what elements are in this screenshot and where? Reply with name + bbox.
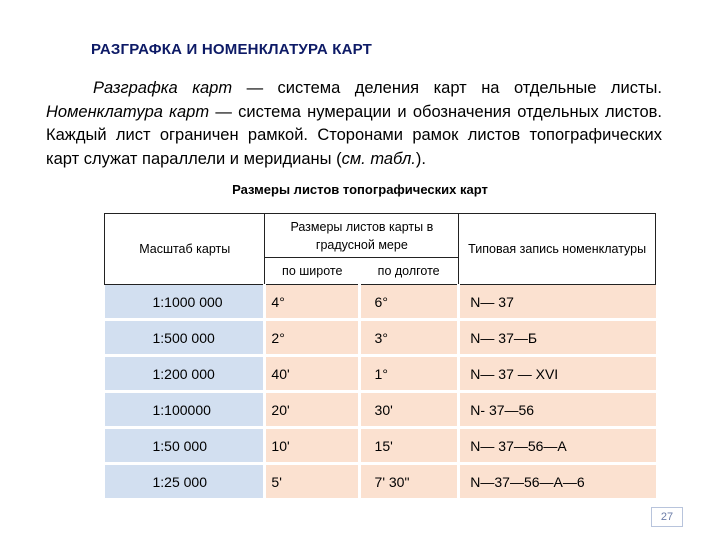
cell-scale: 1:200 000	[105, 356, 265, 392]
cell-latitude: 20'	[265, 392, 359, 428]
sheet-sizes-table	[104, 213, 656, 498]
table-row	[105, 464, 656, 499]
table-row	[105, 320, 656, 356]
cell-nomenclature: N— 37 — XVI	[459, 356, 656, 392]
cell-latitude: 10'	[265, 428, 359, 464]
cell-longitude: 6°	[359, 285, 459, 320]
cell-latitude: 2°	[265, 320, 359, 356]
table-reference: см. табл.	[341, 149, 416, 168]
term-nomenklatura: Номенклатура карт	[46, 102, 210, 121]
cell-latitude: 5'	[265, 464, 359, 499]
definition-razgrafka: — система деления карт на отдельные листы.	[232, 79, 662, 97]
paragraph-tail: ).	[415, 149, 426, 168]
page-title: РАЗГРАФКА И НОМЕНКЛАТУРА КАРТ	[91, 41, 373, 58]
table-row	[105, 392, 656, 428]
cell-longitude: 15'	[359, 428, 459, 464]
cell-longitude: 7' 30"	[359, 464, 459, 499]
page-number: 27	[651, 507, 683, 527]
cell-nomenclature: N—37—56—А—6	[459, 464, 656, 499]
cell-latitude: 40'	[265, 356, 359, 392]
header-latitude: по широте	[265, 258, 359, 285]
intro-paragraph	[46, 77, 662, 171]
cell-scale: 1:25 000	[105, 464, 265, 499]
header-nomenclature: Типовая запись номенклатуры	[459, 214, 656, 285]
cell-latitude: 4°	[265, 285, 359, 320]
cell-scale: 1:500 000	[105, 320, 265, 356]
term-razgrafka: Разграфка карт	[93, 79, 233, 97]
table-caption: Размеры листов топографических карт	[232, 182, 488, 197]
table-row	[105, 428, 656, 464]
header-scale: Масштаб карты	[105, 214, 265, 285]
cell-scale: 1:50 000	[105, 428, 265, 464]
table-row	[105, 356, 656, 392]
cell-scale: 1:100000	[105, 392, 265, 428]
cell-longitude: 30'	[359, 392, 459, 428]
cell-nomenclature: N— 37	[459, 285, 656, 320]
cell-scale: 1:1000 000	[105, 285, 265, 320]
cell-longitude: 3°	[359, 320, 459, 356]
header-sizes: Размеры листов карты в градусной мере	[265, 214, 459, 258]
header-longitude: по долготе	[359, 258, 459, 285]
cell-nomenclature: N— 37—56—А	[459, 428, 656, 464]
definition-nomenklatura: — система нумерации и обозначения отдельных листов. Каждый лист ограничен рамкой. Сторонами рамок листов топографических карт служат параллели и меридианы (	[46, 102, 662, 168]
cell-nomenclature: N- 37—56	[459, 392, 656, 428]
cell-longitude: 1°	[359, 356, 459, 392]
cell-nomenclature: N— 37—Б	[459, 320, 656, 356]
table-row	[105, 285, 656, 320]
